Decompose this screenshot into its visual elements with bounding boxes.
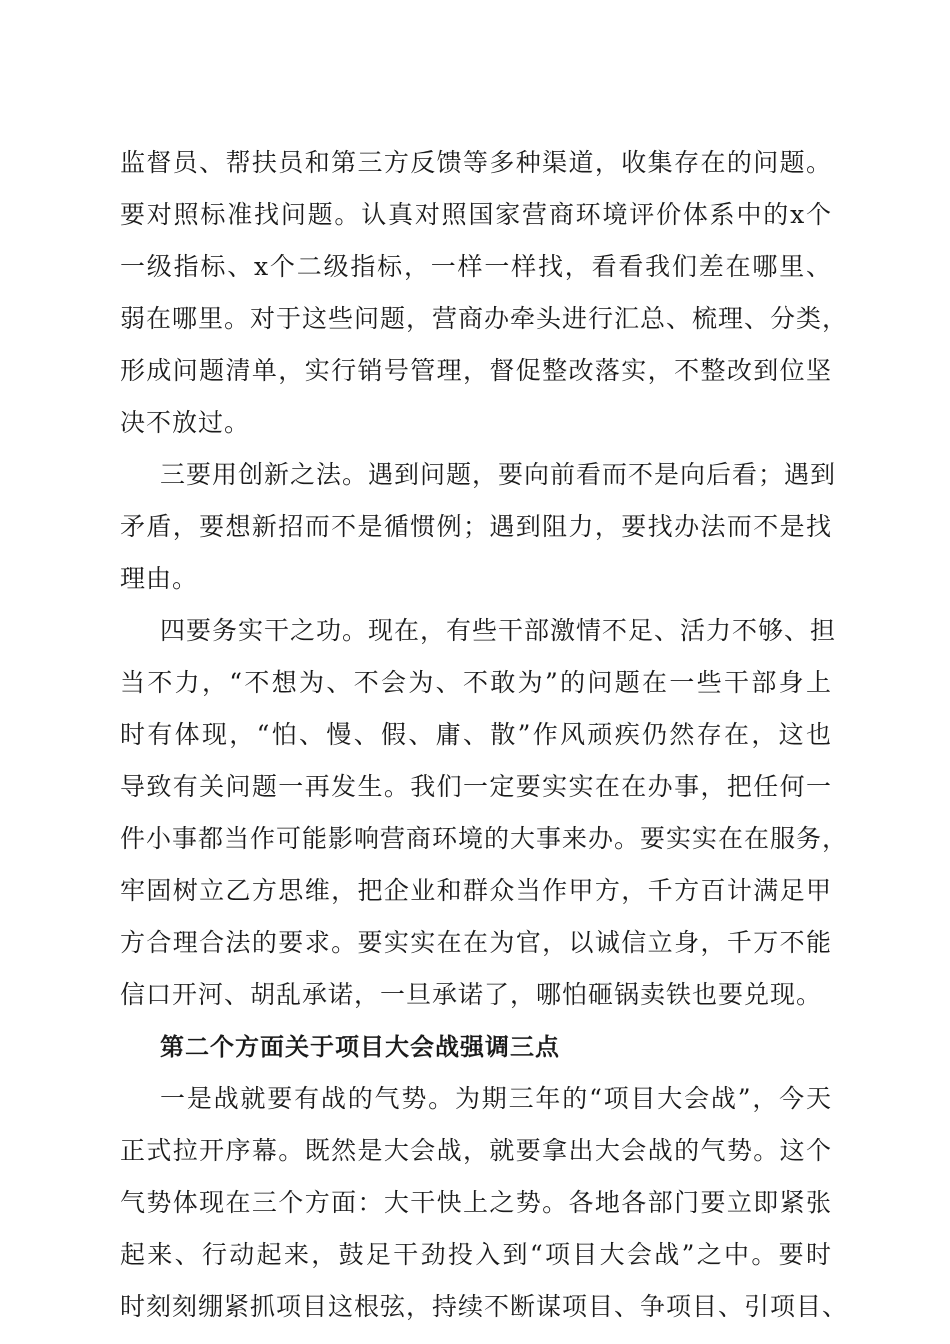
text-line: 方合理合法的要求。要实实在在为官，以诚信立身，千万不能 (120, 928, 832, 957)
text-line: 监督员、帮扶员和第三方反馈等多种渠道，收集存在的问题。 (120, 148, 832, 177)
text-line: 时有体现，“怕、慢、假、庸、散”作风顽疾仍然存在，这也 (120, 720, 832, 749)
document-body (120, 137, 849, 1333)
paragraph-start-line: 一是战就要有战的气势。为期三年的“项目大会战”，今天 (160, 1084, 832, 1113)
text-line: 当不力，“不想为、不会为、不敢为”的问题在一些干部身上 (120, 668, 832, 697)
text-line: 起来、行动起来，鼓足干劲投入到“项目大会战”之中。要时 (120, 1240, 832, 1269)
text-line: 形成问题清单，实行销号管理，督促整改落实，不整改到位坚 (120, 356, 832, 385)
text-line: 时刻刻绷紧抓项目这根弦，持续不断谋项目、争项目、引项目、 (120, 1292, 849, 1321)
text-line: 正式拉开序幕。既然是大会战，就要拿出大会战的气势。这个 (120, 1136, 832, 1165)
text-line: 弱在哪里。对于这些问题，营商办牵头进行汇总、梳理、分类， (120, 304, 849, 333)
text-line: 要对照标准找问题。认真对照国家营商环境评价体系中的x个 (120, 200, 832, 229)
text-line: 一级指标、x个二级指标，一样一样找，看看我们差在哪里、 (120, 252, 832, 281)
text-line: 件小事都当作可能影响营商环境的大事来办。要实实在在服务， (120, 824, 849, 853)
text-line: 牢固树立乙方思维，把企业和群众当作甲方，千方百计满足甲 (120, 876, 832, 905)
text-line: 理由。 (120, 564, 199, 593)
text-line: 信口开河、胡乱承诺，一旦承诺了，哪怕砸锅卖铁也要兑现。 (120, 980, 823, 1009)
paragraph-start-line: 三要用创新之法。遇到问题，要向前看而不是向后看；遇到 (160, 460, 837, 489)
text-line: 矛盾，要想新招而不是循惯例；遇到阻力，要找办法而不是找 (120, 512, 832, 541)
section-heading: 第二个方面关于项目大会战强调三点 (160, 1032, 560, 1061)
text-line: 决不放过。 (120, 408, 251, 437)
paragraph-start-line: 四要务实干之功。现在，有些干部激情不足、活力不够、担 (160, 616, 837, 645)
text-line: 导致有关问题一再发生。我们一定要实实在在办事，把任何一 (120, 772, 832, 801)
text-line: 气势体现在三个方面：大干快上之势。各地各部门要立即紧张 (120, 1188, 832, 1217)
